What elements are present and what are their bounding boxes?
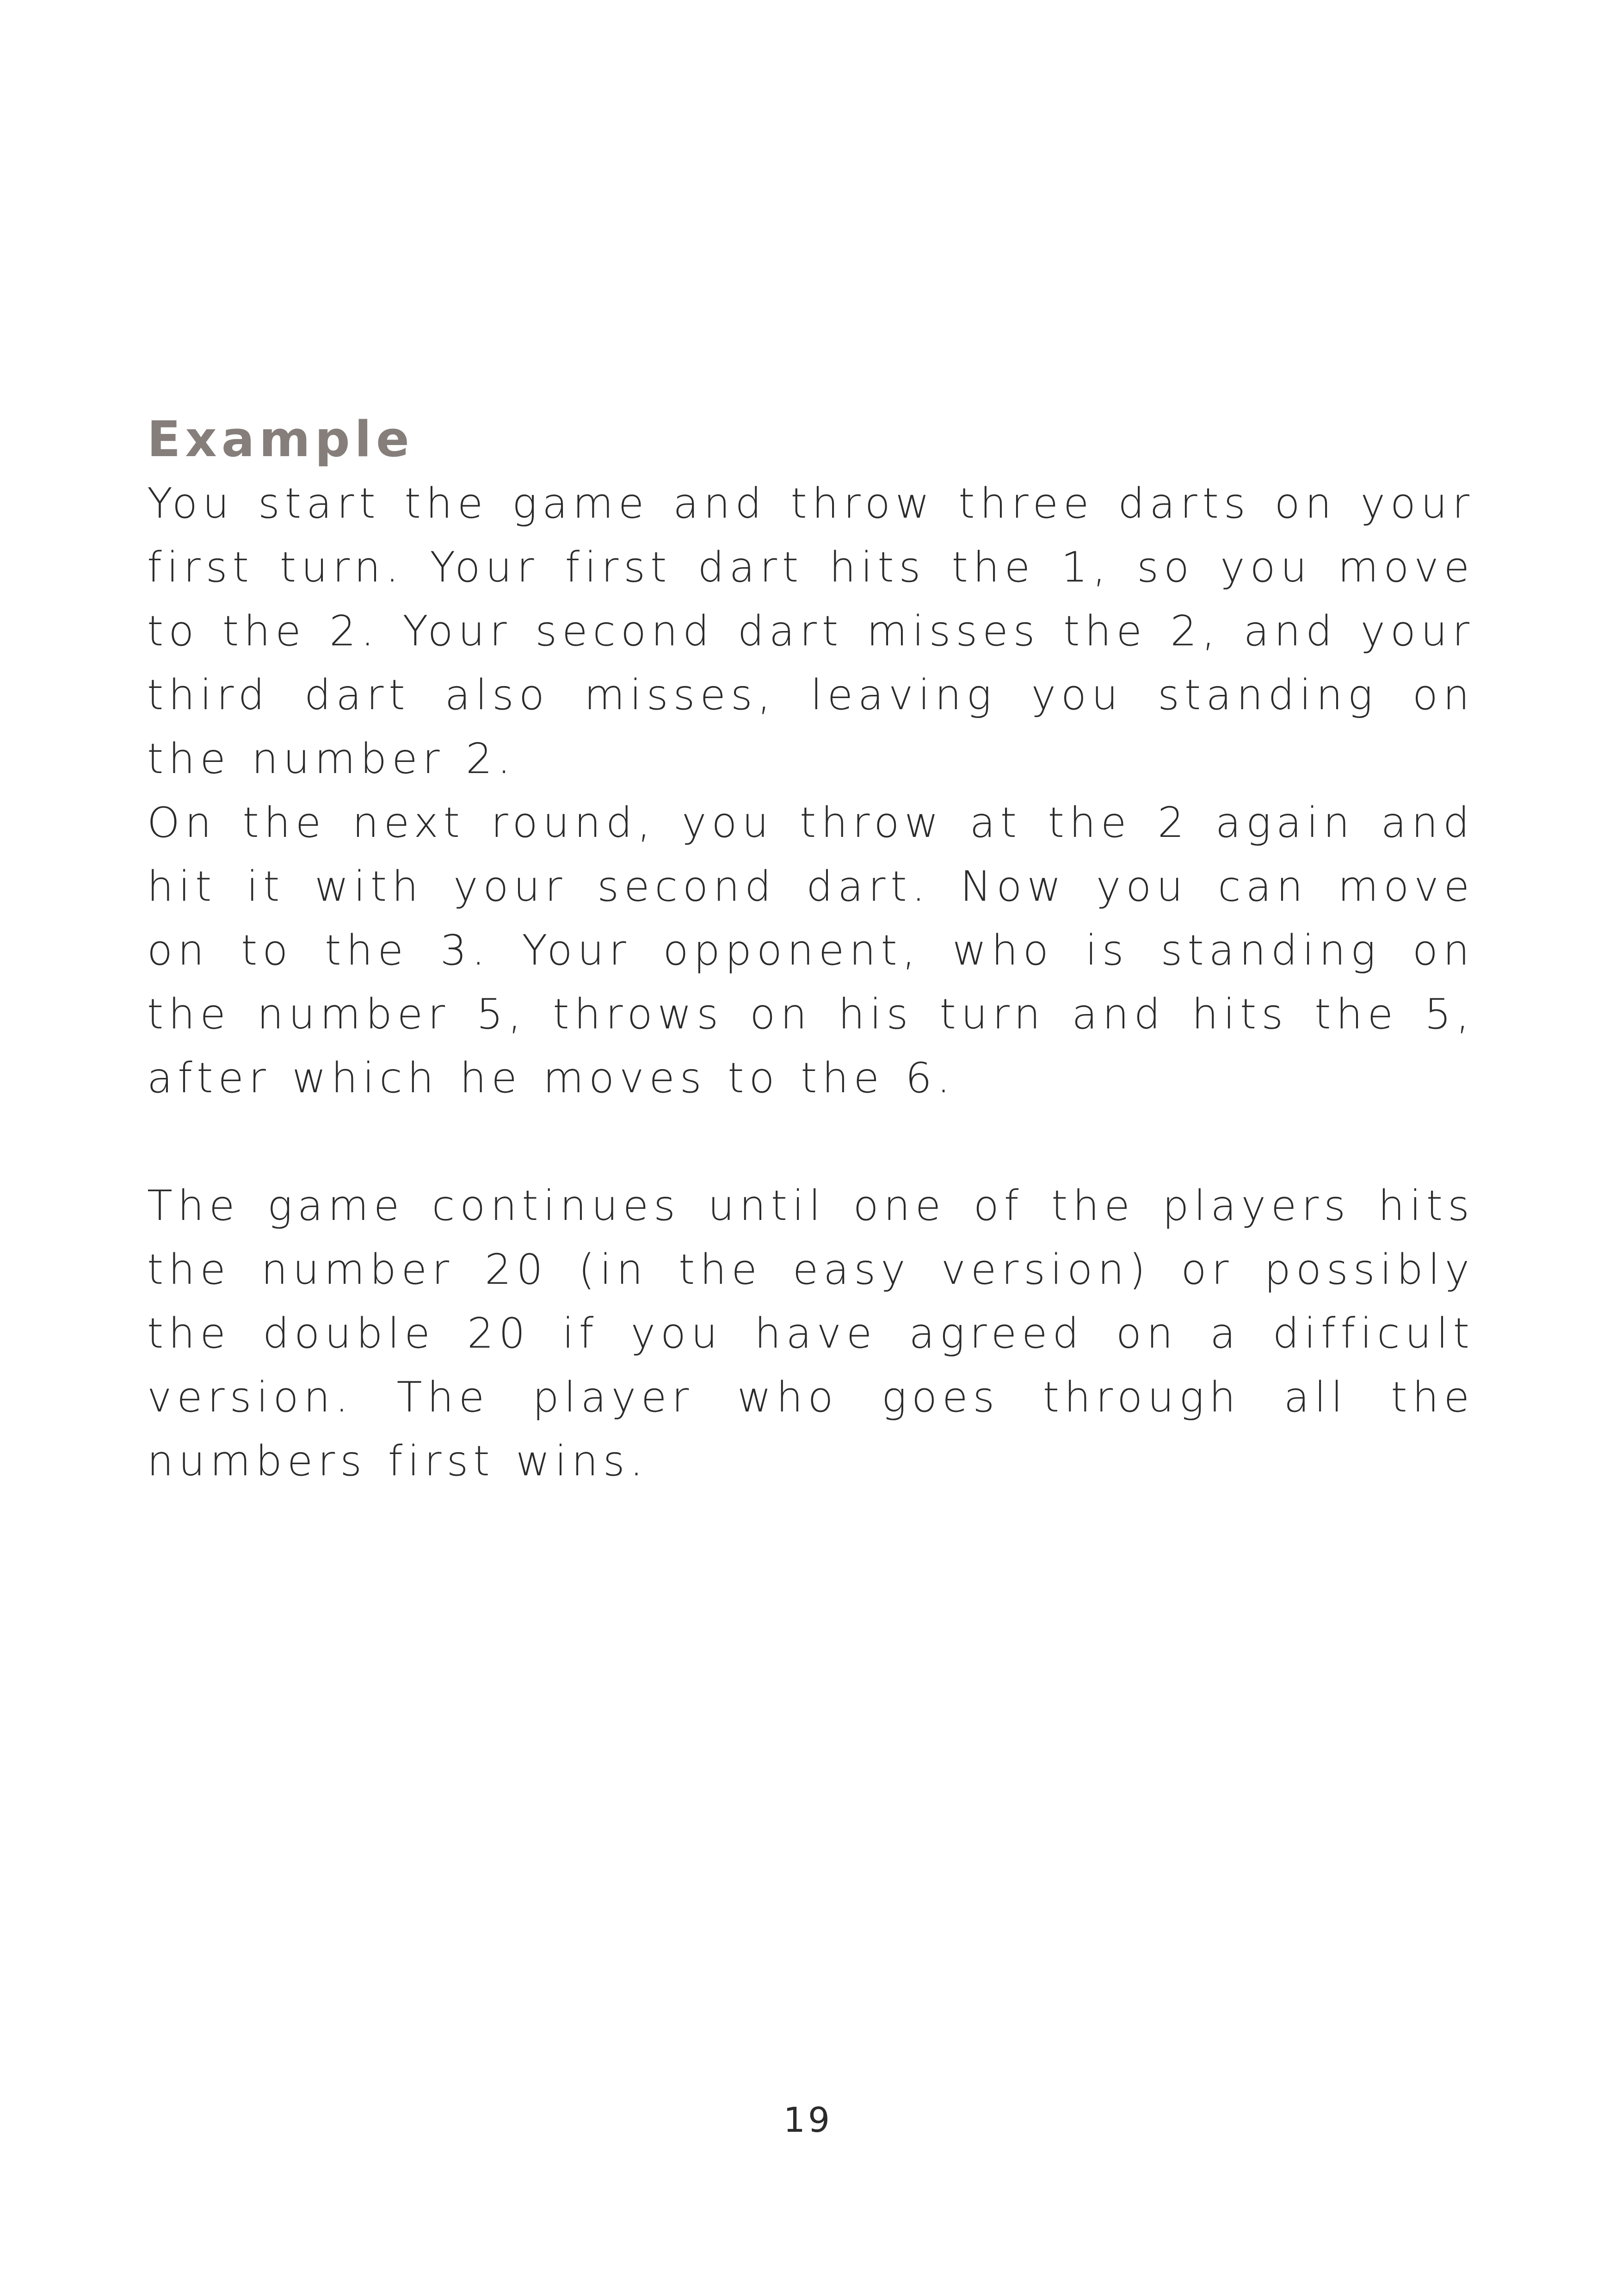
page-number: 19 [783, 2100, 833, 2140]
paragraph-first-turn: You start the game and throw three darts on your first turn. Your first dart hits the 1, so you move to the 2. Your second dart misses the 2, and your third dart also misses, leaving you standing on the number 2. [147, 479, 1474, 783]
paragraph-game-end: The game continues until one of the players hits the number 20 (in the easy version) or possibly the double 20 if you have agreed on a difficult version. The player who goes through all the numbers first wins. [147, 1182, 1474, 1485]
page-content [147, 407, 1474, 1493]
paragraph-next-round: On the next round, you throw at the 2 again and hit it with your second dart. Now you can move on to the 3. Your opponent, who is standing on the number 5, throws on his turn and hits the 5, after which he moves to the 6. [147, 798, 1474, 1102]
section-heading: Example [147, 411, 414, 468]
paragraph-spacer [147, 1110, 1474, 1174]
